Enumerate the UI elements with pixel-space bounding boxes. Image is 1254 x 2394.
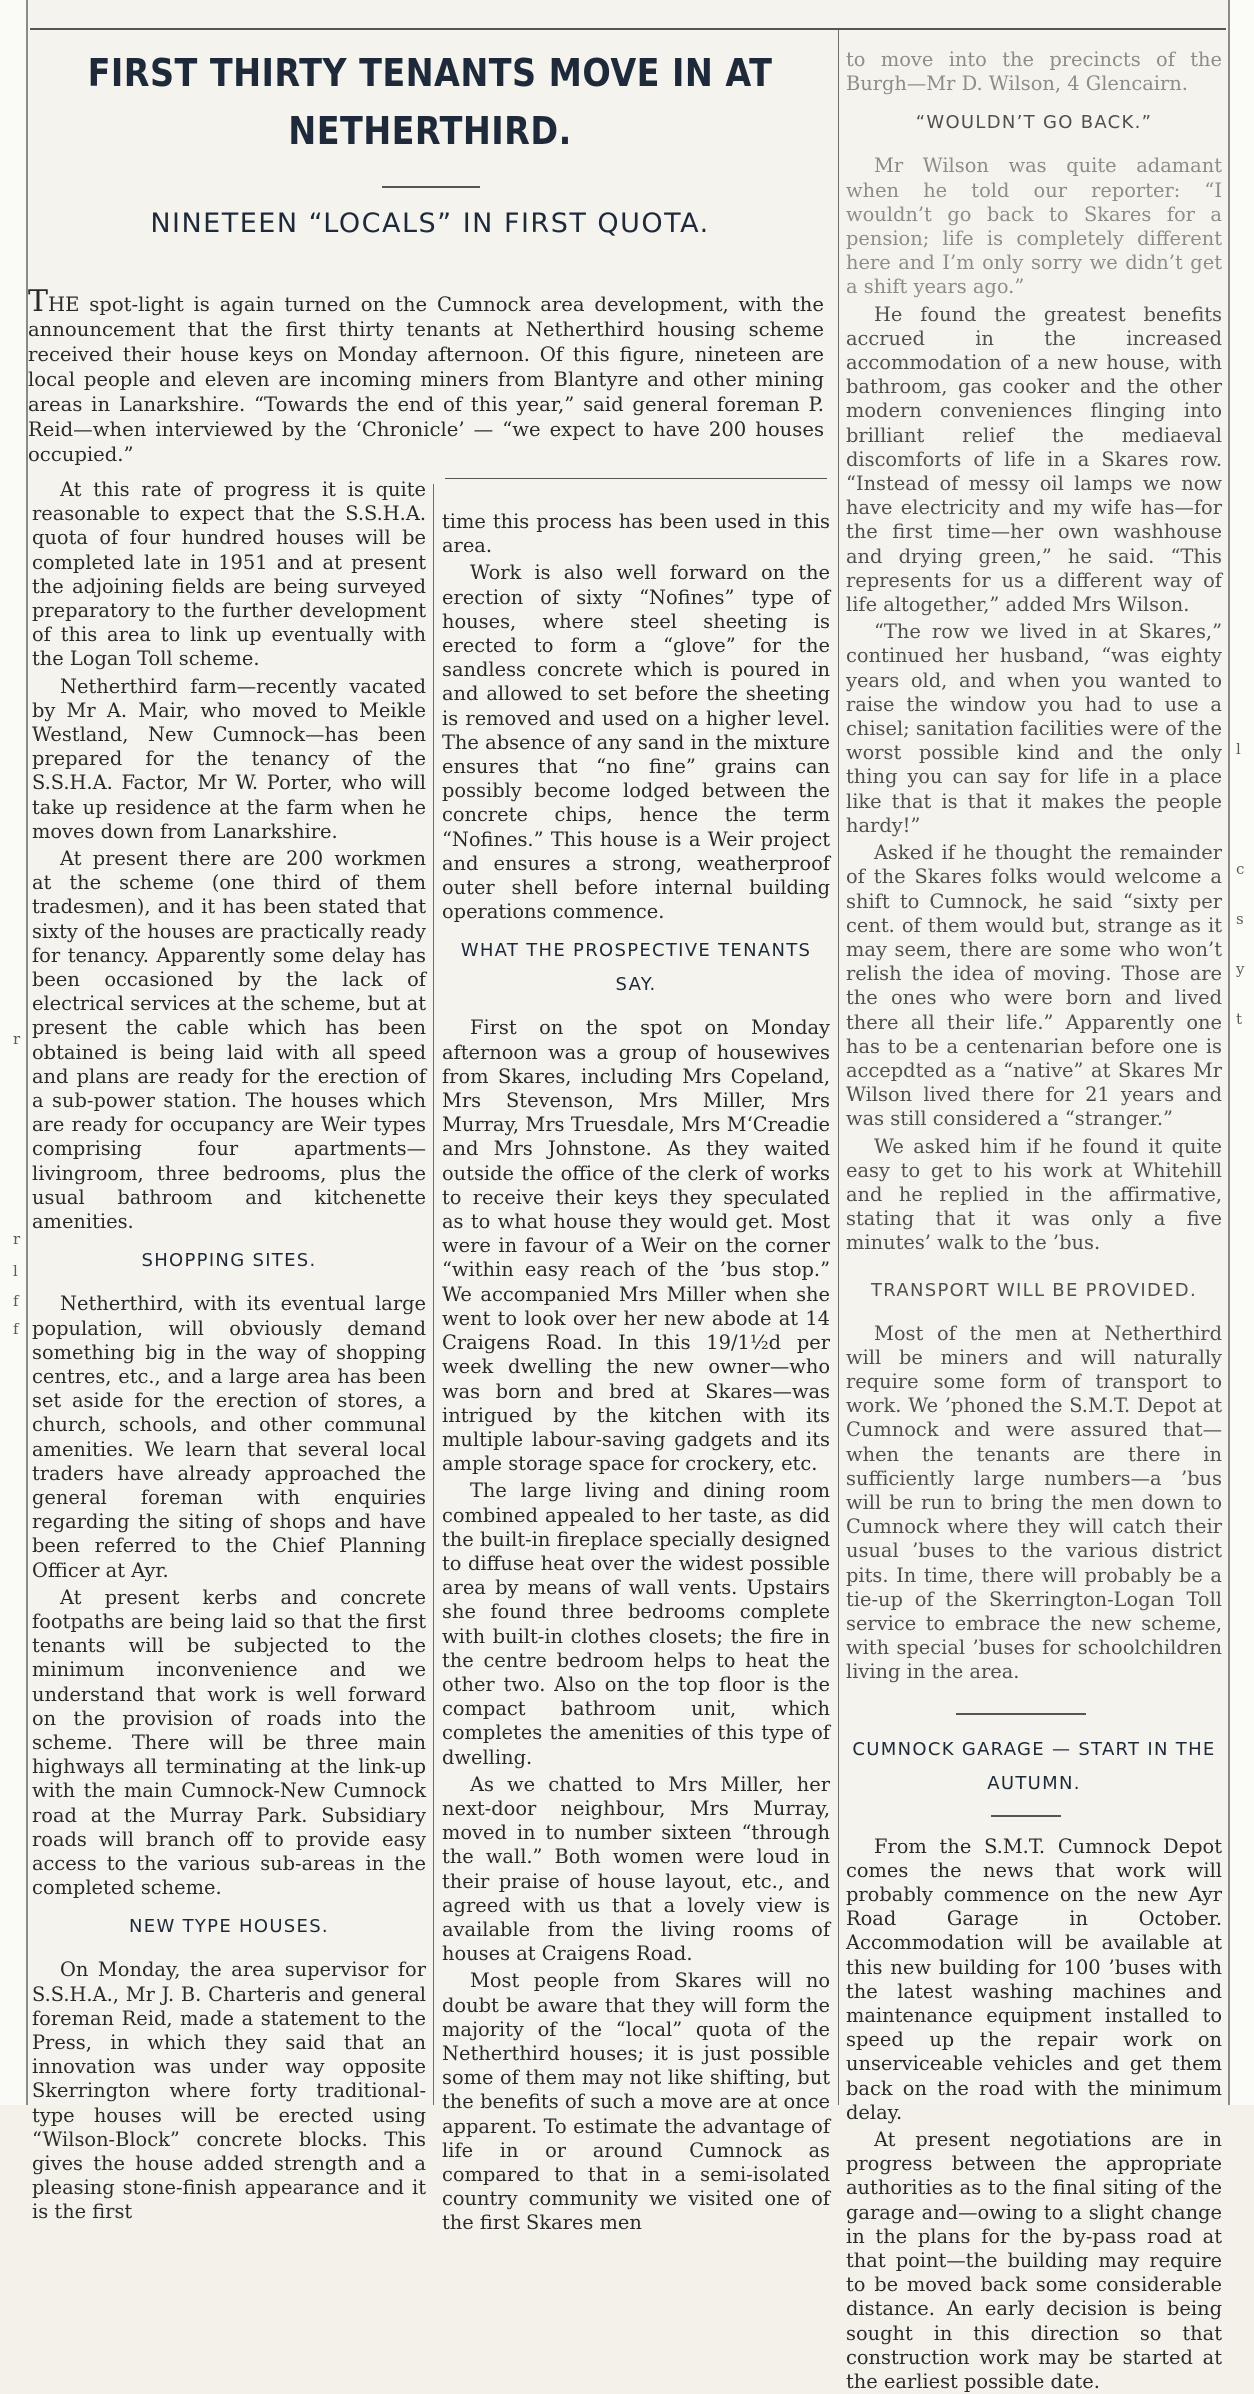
margin-fragment: l [1236, 740, 1241, 758]
col3-paragraph: Mr Wilson was quite adamant when he told our reporter: “I wouldn’t go back to Skares for a pension; life is completely different here and I’m only sorry we didn’t get a shift years ago.” [846, 154, 1222, 299]
col2-paragraph: As we chatted to Mrs Miller, her next-door neighbour, Mrs Murray, moved in to number sixteen “through the wall.” Both women were loud in their praise of house layout, etc., and agreed with us that a lovely view is available from the living rooms of houses at Craigens Road. [442, 1772, 830, 1966]
column-3 [846, 48, 1222, 2394]
intro-paragraph [28, 284, 824, 467]
section-heading-wouldnt-go-back: “WOULDN’T GO BACK.” [915, 112, 1153, 134]
margin-fragment: s [1236, 910, 1244, 928]
col1-paragraph: At this rate of progress it is quite reasonable to expect that the S.S.H.A. quota of four hundred houses will be completed late in 1951 and at present the adjoining fields are being surveyed preparatory to the further development of this area to link up eventually with the Logan Toll scheme. [32, 478, 426, 671]
headline-line-2: NETHERTHIRD. [288, 109, 572, 153]
margin-fragment: l [13, 1262, 18, 1280]
margin-fragment: t [1236, 1010, 1243, 1028]
col1-paragraph: Netherthird farm—recently vacated by Mr A. Mair, who moved to Meikle Westland, New Cumnock—has been prepared for the tenancy of the S.S.H.A. Factor, Mr W. Porter, who will take up residence at the farm when he moves down from Lanarkshire. [32, 674, 426, 843]
section-heading-shopping: SHOPPING SITES. [141, 1250, 317, 1272]
headline-line-1: FIRST THIRTY TENANTS MOVE IN AT [87, 51, 773, 95]
col3-paragraph: Asked if he thought the remainder of the Skares folks would welcome a shift to Cumnock, he said “sixty per cent. of them would but, strange as it may seem, there are some who won’t relish the idea of moving. Those are the ones who were born and lived there all their life.” Apparently one has to be a centenarian before one is accepdted as a “native” at Skares Mr Wilson lived there for 21 years and was still considered a “stranger.” [846, 841, 1222, 1131]
margin-fragment: c [1236, 860, 1245, 878]
margin-fragment: r [13, 1230, 21, 1248]
col2-paragraph: Most people from Skares will no doubt be aware that they will form the majority of the “local” quota of the Netherthird houses; it is just possible some of them may not like shifting, but the benefits of such a move are at once apparent. To estimate the advantage of life in or around Cumnock as compared to that in a semi-isolated country community we visited one of the first Skares men [442, 1969, 830, 2235]
section-heading-new-type-houses: NEW TYPE HOUSES. [129, 1916, 329, 1938]
col3-paragraph: He found the greatest benefits accrued in the increased accommodation of a new house, with bathroom, gas cooker and the other modern conveniences flinging into brilliant relief the mediaeval discomforts of life in a Skares row. “Instead of messy oil lamps we now have electricity and my wife has—for the first time—her own washhouse and drying green,” he said. “This represents for us a different way of life altogether,” added Mrs Wilson. [846, 302, 1222, 617]
subheadline: NINETEEN “LOCALS” IN FIRST QUOTA. [150, 208, 710, 239]
right-margin-strip [1228, 0, 1254, 2105]
intro-text: HE spot-light is again turned on the Cumnock area development, with the announcement that the first thirty tenants at Netherthird housing scheme received their house keys on Monday afternoon. Of this figure, nineteen are local people and eleven are incoming miners from Blantyre and other mining areas in Lanarkshire. “Towards the end of this year,” said general foreman P. Reid—when interviewed by the ‘Chronicle’ — “we expect to have 200 houses occupied.” [28, 293, 824, 466]
column-2 [442, 510, 830, 2235]
col1-paragraph: At present there are 200 workmen at the scheme (one third of them tradesmen), and it has been stated that sixty of the houses are practically ready for tenancy. Apparently some delay has been occasioned by the lack of electrical services at the scheme, but at present the cable which has been obtained is being laid with all speed and plans are ready for the erection of a sub-power station. The houses which are ready for occupancy are Weir types comprising four apartments—livingroom, three bedrooms, plus the usual bathroom and kitchenette amenities. [32, 847, 426, 1234]
col3-paragraph: We asked him if he found it quite easy to get to his work at Whitehill and he replied in the affirmative, stating that it was only a five minutes’ walk to the ’bus. [846, 1134, 1222, 1255]
col2-paragraph: Work is also well forward on the erection of sixty “Nofines” type of houses, where steel sheeting is erected to form a “glove” for the sandless concrete which is poured in and allowed to set before the sheeting is removed and used on a higher level. The absence of any sand in the mixture ensures that “no fine” grains can possibly become lodged between the concrete chips, hence the term “Nofines.” This house is a Weir project and ensures a strong, weatherproof outer shell before internal building operations commence. [442, 561, 830, 924]
section-heading-transport: TRANSPORT WILL BE PROVIDED. [871, 1279, 1197, 1301]
col3-paragraph: Most of the men at Netherthird will be miners and will naturally require some form of transport to work. We ’phoned the S.M.T. Depot at Cumnock and were assured that—when the tenants are there in sufficiently large numbers—a ’bus will be run to bring the men down to Cumnock where they will catch their usual ’buses to the various district pits. In time, there will probably be a tie-up of the Skerrington-Logan Toll service to embrace the new scheme, with special ’buses for schoolchildren living in the area. [846, 1321, 1222, 1684]
drop-cap: T [28, 284, 49, 319]
col2-paragraph: The large living and dining room combined appealed to her taste, as did the built-in fireplace specially designed to diffuse heat over the widest possible area by means of wall vents. Upstairs she found three bedrooms complete with built-in clothes closets; the fire in the centre bedroom helps to heat the other two. Also on the top floor is the compact bathroom unit, which completes the amenities of this type of dwelling. [442, 1479, 830, 1769]
headline-divider [382, 186, 480, 188]
left-margin-strip [0, 0, 28, 2105]
section-heading-prospective-tenants: WHAT THE PROSPECTIVE TENANTS SAY. [460, 940, 812, 996]
margin-fragment: f [13, 1292, 19, 1310]
col3-paragraph: At present negotiations are in progress between the appropriate authorities as to the final siting of the garage and—owing to a slight change in the plans for the by-pass road at that point—the building may require to be moved back some considerable distance. An early decision is being sought in this direction so that construction work may be started at the earliest possible date. [846, 2128, 1222, 2394]
col2-paragraph: First on the spot on Monday afternoon was a group of housewives from Skares, including Mrs Copeland, Mrs Stevenson, Mrs Miller, Mrs Murray, Mrs Truesdale, Mrs M‘Creadie and Mrs Johnstone. As they waited outside the office of the clerk of works to receive their keys they speculated as to what house they would get. Most were in favour of a Weir on the corner “within easy reach of the ’bus stop.” We accompanied Mrs Miller when she went to look over her new abode at 14 Craigens Road. In this 19/1½d per week dwelling the new owner—who was born and bred at Skares—was intrigued by the kitchen with its multiple labour-saving gadgets and its ample storage space for crockery, etc. [442, 1016, 830, 1476]
col1-paragraph: Netherthird, with its eventual large population, will obviously demand something big in the way of shopping centres, etc., and a large area has been set aside for the erection of stores, a church, schools, and other communal amenities. We learn that several local traders have already approached the general foreman with enquiries regarding the siting of shops and have been referred to the Chief Planning Officer at Ayr. [32, 1292, 426, 1582]
col3-paragraph: From the S.M.T. Cumnock Depot comes the news that work will probably commence on the new Ayr Road Garage in October. Accommodation will be available at this new building for 100 ’buses with the latest washing machines and maintenance equipment installed to speed up the repair work on unserviceable vehicles and get them back on the road with the minimum delay. [846, 1834, 1222, 2124]
margin-fragment: r [13, 1030, 21, 1048]
col1-paragraph: On Monday, the area supervisor for S.S.H.A., Mr J. B. Charteris and general foreman Reid, made a statement to the Press, in which they said that an innovation was under way opposite Skerrington where forty traditional-type houses will be erected using “Wilson-Block” concrete blocks. This gives the house added strength and a pleasing stone-finish appearance and it is the first [32, 1958, 426, 2224]
margin-fragment: y [1236, 960, 1245, 978]
column-1 [32, 478, 426, 2224]
column-rule-left [433, 484, 434, 2105]
column-rule-right [838, 30, 839, 2105]
section-divider [956, 1713, 1086, 1715]
col3-paragraph: to move into the precincts of the Burgh—Mr D. Wilson, 4 Glencairn. [846, 48, 1222, 96]
section-heading-cumnock-garage: CUMNOCK GARAGE — START IN THE AUTUMN. [852, 1738, 1216, 1794]
heading-underline [991, 1815, 1061, 1817]
intro-bottom-rule [445, 478, 827, 479]
col3-paragraph: “The row we lived in at Skares,” continued her husband, “was eighty years old, and when you wanted to raise the window you had to use a chisel; sanitation facilities were of the worst possible kind and the only thing you can say for life in a place like that is that it makes the people hardy!” [846, 620, 1222, 837]
col1-paragraph: At present kerbs and concrete footpaths are being laid so that the first tenants will be subjected to the minimum inconvenience and we understand that work is well forward on the provision of roads into the scheme. There will be three main highways all terminating at the link-up with the main Cumnock-New Cumnock road at the Murray Park. Subsidiary roads will branch off to provide easy access to the various sub-areas in the completed scheme. [32, 1585, 426, 1900]
col2-paragraph: time this process has been used in this area. [442, 510, 830, 558]
headline [87, 44, 773, 160]
margin-fragment: f [13, 1320, 19, 1338]
